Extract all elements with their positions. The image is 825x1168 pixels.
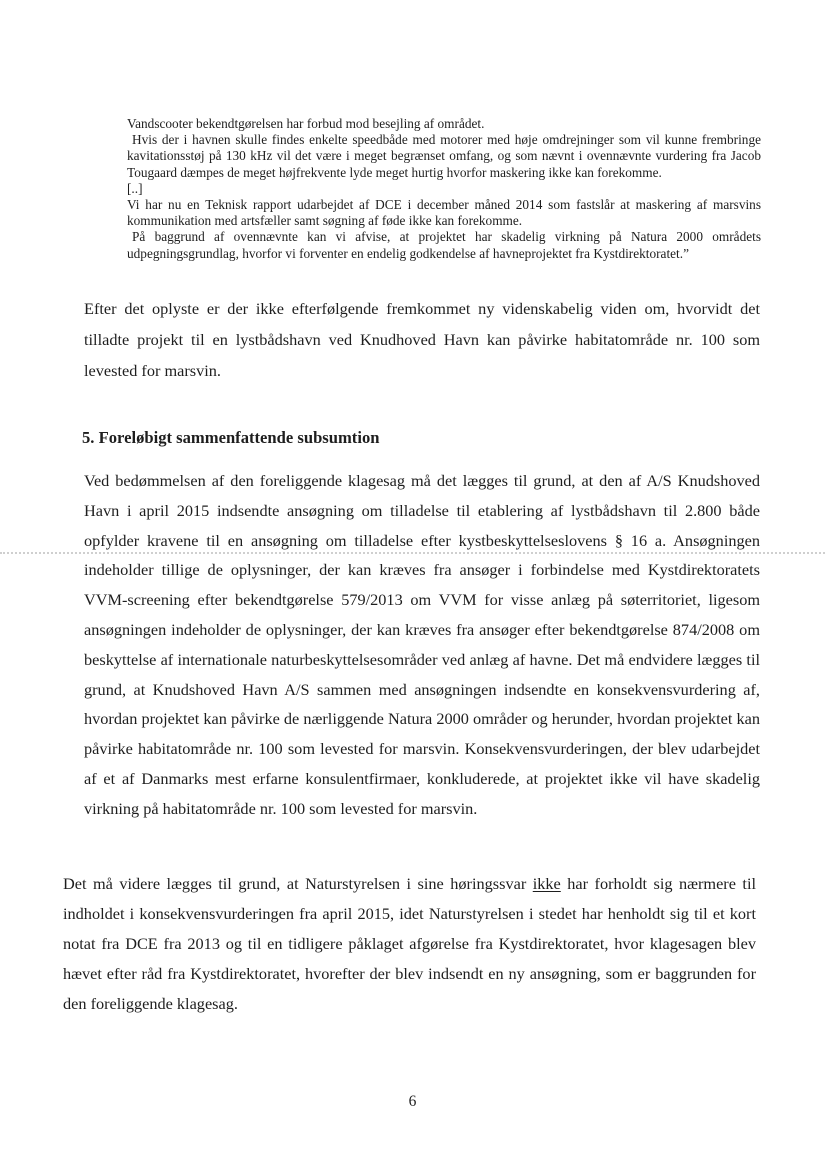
paragraph-text: har forholdt sig nærmere til indholdet i konsekvensvurderingen fra april 2015, idet Naturstyrelsen i stedet har henholdt sig til et kort notat fra DCE fra 2013 og til en tidligere påklaget afgørelse fra Kystdirektoratet, hvor klagesagen blev hævet efter råd fra Kystdirektoratet, hvorefter der blev indsendt en ny ansøgning, som er baggrunden for den foreliggende klagesag. <box>63 874 757 1013</box>
quote-line: Hvis der i havnen skulle findes enkelte speedbåde med motorer med høje omdrejninger som vil kunne frembringe kavitationsstøj på 130 kHz vil det være i meget begrænset omfang, og som nævnt i ovennævnte vurdering fra Jacob Tougaard dæmpes de meget højfrekvente lyde meget hurtig hvorfor maskering ikke kan forekomme. <box>127 132 761 180</box>
quote-line: Vandscooter bekendtgørelsen har forbud mod besejling af området. <box>127 116 485 131</box>
body-paragraph: Efter det oplyste er der ikke efterfølgende fremkommet ny videnskabelig viden om, hvorvidt det tilladte projekt til en lystbådshavn ved Knudhoved Havn kan påvirke habitatområde nr. 100 som levested for marsvin. <box>84 299 760 380</box>
section-heading: 5. Foreløbigt sammenfattende subsumtion <box>82 428 380 447</box>
quote-ellipsis: [..] <box>127 180 143 196</box>
body-paragraph <box>63 869 756 1019</box>
quoted-statement-block <box>127 116 761 262</box>
scan-dotted-line-artifact <box>0 552 825 554</box>
paragraph-text: Det må videre lægges til grund, at Naturstyrelsen i sine høringssvar <box>63 874 533 893</box>
quote-line: På baggrund af ovennævnte kan vi afvise, at projektet har skadelig virkning på Natura 2000 områdets udpegningsgrundlag, hvorfor vi forventer en endelig godkendelse af havneprojektet fra Kystdirektoratet.” <box>127 229 761 261</box>
page-number: 6 <box>408 1093 417 1110</box>
quote-line: Vi har nu en Teknisk rapport udarbejdet af DCE i december måned 2014 som fastslår at maskering af marsvins kommunikation med artsfæller samt søgning af føde ikke kan forekomme. <box>127 197 761 229</box>
body-paragraph: Ved bedømmelsen af den foreliggende klagesag må det lægges til grund, at den af A/S Knudshoved Havn i april 2015 indsendte ansøgning om tilladelse til etablering af lystbådshavn til 2.800 både opfylder kravene til en ansøgning om tilladelse efter kystbeskyttelseslovens § 16 a. Ansøgningen indeholder tillige de oplysninger, der kan kræves fra ansøger i forbindelse med Kystdirektoratets VVM-screening efter bekendtgørelse 579/2013 om VVM for visse anlæg på søterritoriet, ligesom ansøgningen indeholder de oplysninger, der kan kræves fra ansøger efter bekendtgørelse 874/2008 om beskyttelse af internationale naturbeskyttelsesområder ved anlæg af havne. Det må endvidere lægges til grund, at Knudshoved Havn A/S sammen med ansøgningen indsendte en konsekvensvurdering af, hvordan projektet kan påvirke de nærliggende Natura 2000 områder og herunder, hvordan projektet kan påvirke habitatområde nr. 100 som levested for marsvin. Konsekvensvurderingen, der blev udarbejdet af et af Danmarks mest erfarne konsulentfirmaer, konkluderede, at projektet ikke vil have skadelig virkning på habitatområde nr. 100 som levested for marsvin. <box>84 471 760 818</box>
underlined-word: ikke <box>532 874 561 893</box>
